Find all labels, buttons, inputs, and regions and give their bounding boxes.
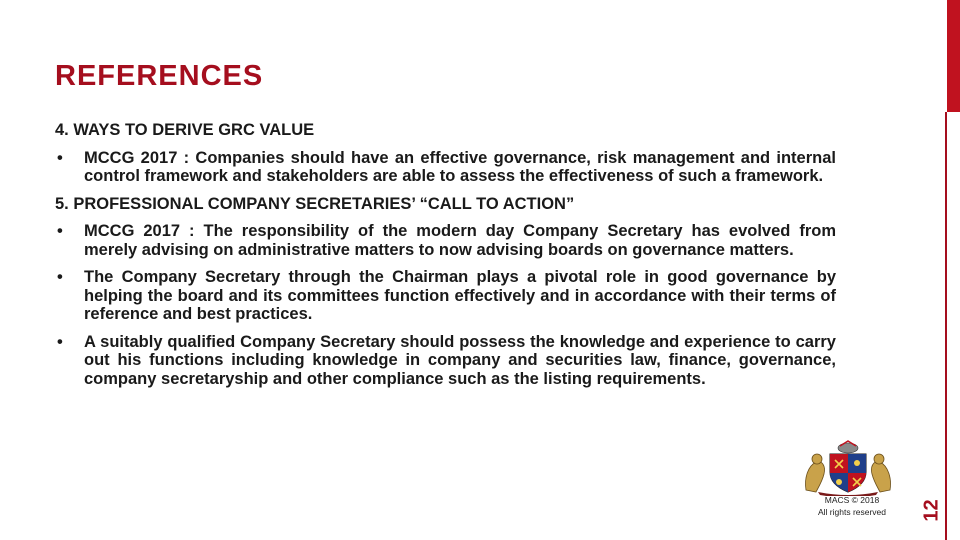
bullet-marker: • [57, 332, 63, 351]
bullet-text: MCCG 2017 : Companies should have an effective governance, risk management and internal control framework and stakeholders are able to assess the effectiveness of such a framework. [84, 148, 836, 185]
bullet-item [55, 333, 836, 389]
bullet-text: MCCG 2017 : The responsibility of the modern day Company Secretary has evolved from merely advising on administrative matters to now advising boards on governance matters. [84, 222, 836, 259]
macs-crest-icon [800, 440, 896, 496]
copyright-line-2: All rights reserved [817, 507, 887, 517]
vertical-divider [945, 112, 947, 540]
bullet-item [55, 149, 836, 186]
accent-bar [947, 0, 960, 112]
bullet-item [55, 222, 836, 259]
slide-title: REFERENCES [55, 60, 264, 92]
bullet-text: The Company Secretary through the Chairman plays a pivotal role in good governance by helping the board and its committees function effectively and in accordance with their terms of reference and best practices. [84, 268, 836, 323]
bullet-marker: • [57, 148, 63, 167]
bullet-text: A suitably qualified Company Secretary should possess the knowledge and experience to carry out his functions including knowledge in company and securities law, finance, governance, company secretaryship and other compliance such as the listing requirements. [84, 332, 836, 388]
section-heading-call-to-action: 5. PROFESSIONAL COMPANY SECRETARIES’ “CALL TO ACTION” [55, 194, 575, 213]
bullet-item [55, 268, 836, 324]
page-number [917, 480, 947, 540]
page-number-text: 12 [920, 498, 943, 522]
slide-content [55, 121, 836, 397]
copyright-notice [806, 494, 898, 518]
bullet-marker: • [57, 222, 63, 240]
section-heading-grc: 4. WAYS TO DERIVE GRC VALUE [55, 121, 315, 139]
copyright-line-1: MACS © 2018 [824, 495, 880, 505]
bullet-marker: • [57, 268, 63, 286]
